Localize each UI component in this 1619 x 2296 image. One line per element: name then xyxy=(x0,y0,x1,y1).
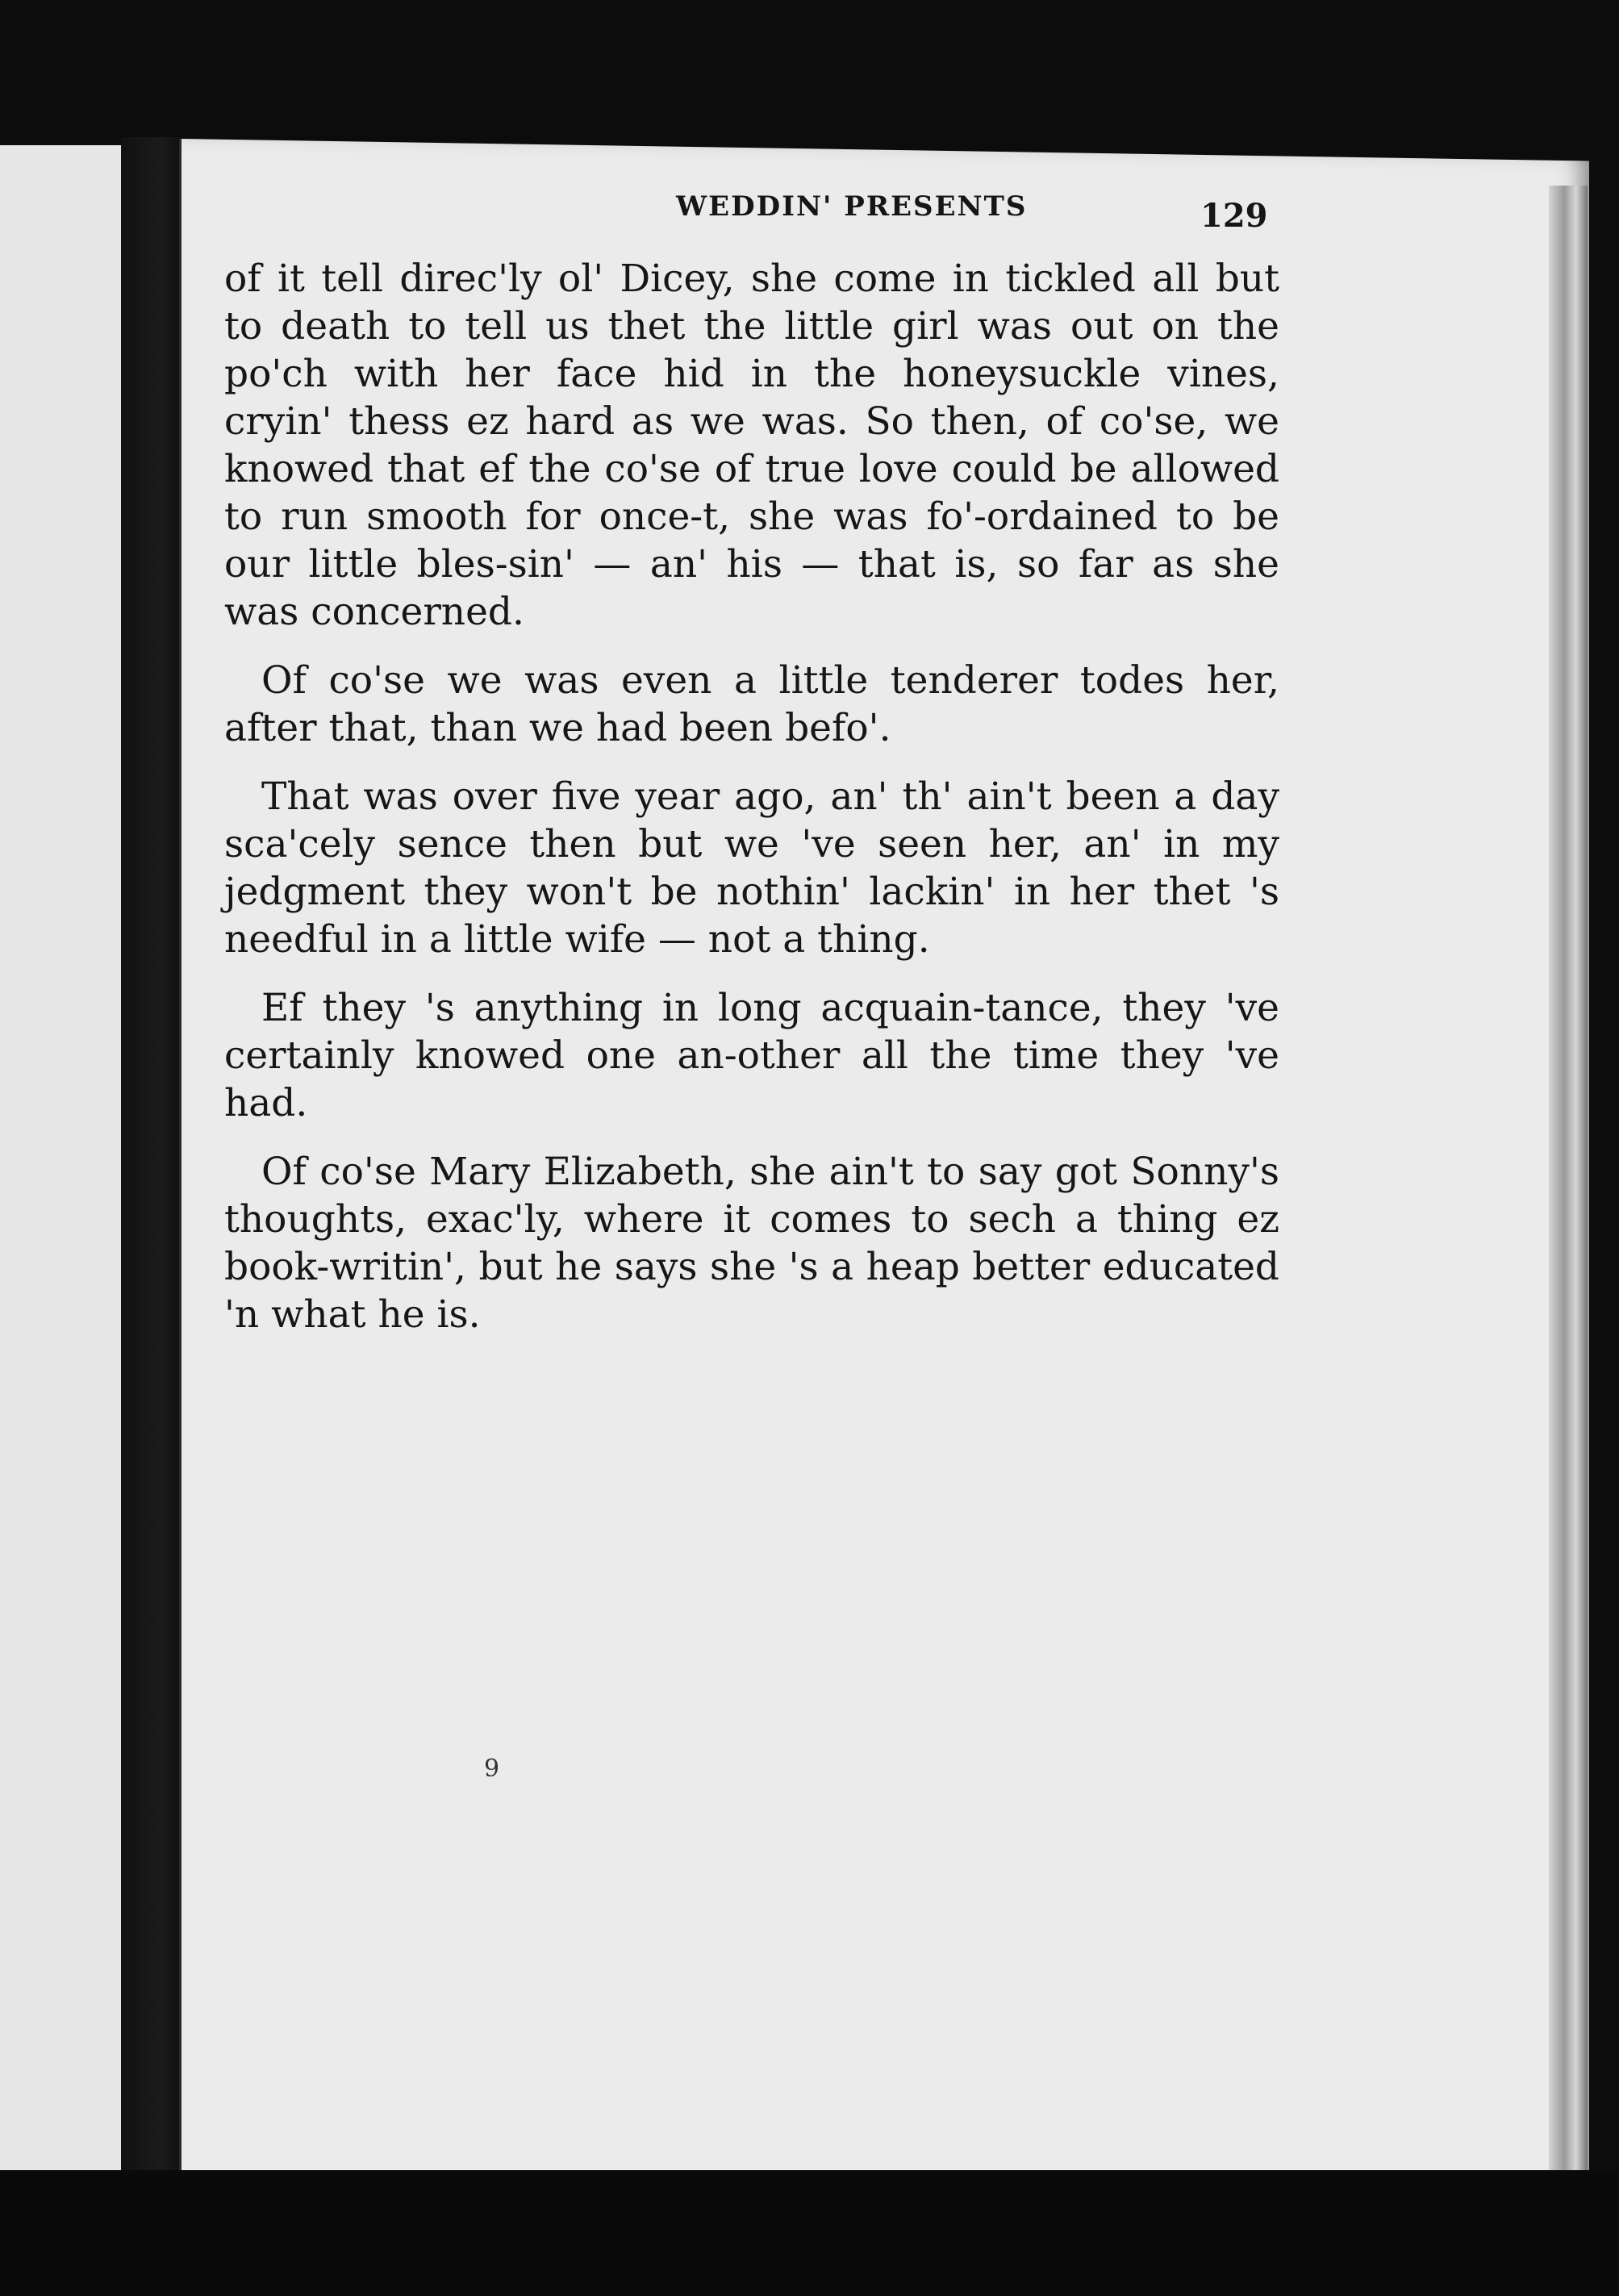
book-spine-shadow xyxy=(121,137,186,2296)
paragraph: That was over five year ago, an' th' ain't been a day sca'cely sence then but we 've seen her, an' in my jedgment they won't be nothin' lackin' in her thet 's needful in a little wife — not a thing. xyxy=(224,774,1279,962)
page-content xyxy=(224,190,1279,1359)
page-number: 129 xyxy=(1200,197,1268,235)
paragraph: Of co'se we was even a little tenderer todes her, after that, than we had been befo'. xyxy=(224,658,1279,750)
previous-page-edge xyxy=(0,145,126,2170)
running-head xyxy=(224,190,1279,255)
paragraph: Ef they 's anything in long acquain-tance, they 've certainly knowed one an-other all the time they 've had. xyxy=(224,986,1279,1125)
running-title: WEDDIN' PRESENTS xyxy=(676,190,1028,223)
body-text xyxy=(224,255,1279,1338)
paragraph: Of co'se Mary Elizabeth, she ain't to say got Sonny's thoughts, exac'ly, where it comes to sech a thing ez book-writin', but he says she 's a heap better educated 'n what he is. xyxy=(224,1150,1279,1337)
paragraph: of it tell direc'ly ol' Dicey, she come in tickled all but to death to tell us thet the little girl was out on the po'ch with her face hid in the honeysuckle vines, cryin' thess ez hard as we was. So then, of co'se, we knowed that ef the co'se of true love could be allowed to run smooth for once-t, she was fo'-ordained to be our little bles-sin' — an' his — that is, so far as she was concerned. xyxy=(224,257,1279,634)
page-fore-edge xyxy=(1549,186,1588,2259)
scan-bottom-border xyxy=(0,2170,1619,2296)
signature-mark: 9 xyxy=(484,1755,500,1783)
